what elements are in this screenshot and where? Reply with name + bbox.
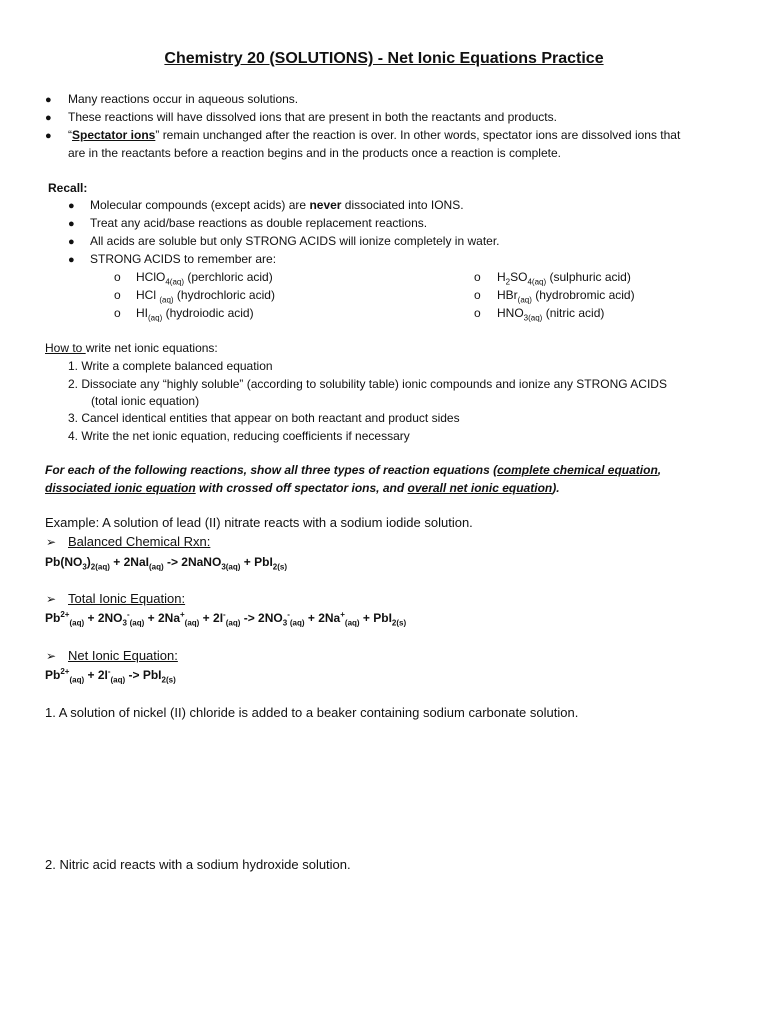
- example-intro: Example: A solution of lead (II) nitrate reacts with a sodium iodide solution.: [45, 515, 473, 530]
- sub-bullet: o: [114, 306, 121, 320]
- bullet-dot: ●: [45, 112, 52, 124]
- acid-right-1: $H_2SO_{4(aq)}$ (sulphuric acid): [497, 270, 631, 287]
- acid-left-3: $HI_{(aq)}$ (hydroiodic acid): [136, 306, 254, 323]
- instructions-line-2: dissociated ionic equation with crossed off spectator ions, and overall net ionic equation).: [45, 481, 560, 495]
- howto-step-2b: (total ionic equation): [91, 394, 200, 408]
- page-title: Chemistry 20 (SOLUTIONS) - Net Ionic Equations Practice: [164, 50, 604, 67]
- sub-bullet: o: [114, 288, 121, 302]
- howto-step-2a: 2. Dissociate any “highly soluble” (according to solubility table) ionic compounds and ionize any STRONG ACIDS: [68, 377, 667, 391]
- bullet-dot: ●: [68, 254, 75, 266]
- arrow-bullet-icon: ➢: [46, 592, 57, 606]
- sub-bullet: o: [474, 306, 481, 320]
- bullet-dot: ●: [68, 200, 75, 212]
- sub-bullet: o: [114, 270, 121, 284]
- sub-bullet: o: [474, 288, 481, 302]
- intro-line-1: Many reactions occur in aqueous solutions.: [68, 92, 299, 106]
- net-ionic-equation: $Pb^{2+}_{(aq)} + 2I^-_{(aq)} -> PbI_{2(s)}$: [45, 667, 176, 685]
- howto-step-4: 4. Write the net ionic equation, reducing coefficients if necessary: [68, 429, 410, 443]
- recall-item-1: Molecular compounds (except acids) are never dissociated into IONS.: [90, 198, 464, 212]
- bullet-dot: ●: [68, 236, 75, 248]
- acid-left-1: HClO$_{4(aq)}$ (perchloric acid): [136, 270, 273, 287]
- question-1: 1. A solution of nickel (II) chloride is added to a beaker containing sodium carbonate solution.: [45, 705, 579, 720]
- howto-step-1: 1. Write a complete balanced equation: [68, 359, 273, 373]
- recall-item-2: Treat any acid/base reactions as double replacement reactions.: [90, 216, 428, 230]
- intro-line-3b: are in the reactants before a reaction begins and in the products once a reaction is complete.: [68, 146, 561, 160]
- intro-line-2: These reactions will have dissolved ions that are present in both the reactants and products.: [68, 110, 557, 124]
- acid-right-3: $HNO_{3(aq)}$ (nitric acid): [497, 306, 605, 323]
- acid-right-2: HBr$_{(aq)}$ (hydrobromic acid): [497, 288, 635, 305]
- arrow-bullet-icon: ➢: [46, 649, 57, 663]
- bullet-dot: ●: [45, 130, 52, 142]
- recall-item-4: STRONG ACIDS to remember are:: [90, 252, 277, 266]
- acid-left-2: HCl $_{(aq)}$ (hydrochloric acid): [136, 288, 275, 305]
- recall-heading: Recall:: [48, 181, 88, 195]
- question-2: 2. Nitric acid reacts with a sodium hydroxide solution.: [45, 857, 351, 872]
- balanced-equation: $Pb(NO_3)_{2(aq)} + 2NaI_{(aq)}$ -> 2NaNO$_{3(aq)}$ + PbI$_{2(s)}$: [45, 555, 288, 572]
- total-ionic-equation: $Pb^{2+}_{(aq)} + 2NO_3^-_{(aq)} + 2Na^+_{(aq)} + 2I^-_{(aq)} -> 2NO_3^-_{(aq)} + 2Na^+_{(aq)} + PbI_{2(s)}$: [45, 610, 407, 628]
- intro-line-3a: “Spectator ions” remain unchanged after the reaction is over. In other words, spectator ions are dissolved ions that: [68, 128, 681, 142]
- net-ionic-heading: Net Ionic Equation:: [68, 648, 178, 663]
- recall-item-3: All acids are soluble but only STRONG ACIDS will ionize completely in water.: [90, 234, 500, 248]
- sub-bullet: o: [474, 270, 481, 284]
- balanced-heading: Balanced Chemical Rxn:: [68, 534, 211, 549]
- bullet-dot: ●: [45, 94, 52, 106]
- instructions-line-1: For each of the following reactions, show all three types of reaction equations (complete chemical equation,: [45, 463, 662, 477]
- howto-step-3: 3. Cancel identical entities that appear on both reactant and product sides: [68, 411, 460, 425]
- bullet-dot: ●: [68, 218, 75, 230]
- arrow-bullet-icon: ➢: [46, 535, 57, 549]
- total-ionic-heading: Total Ionic Equation:: [68, 591, 186, 606]
- howto-heading: How to write net ionic equations:: [45, 341, 218, 355]
